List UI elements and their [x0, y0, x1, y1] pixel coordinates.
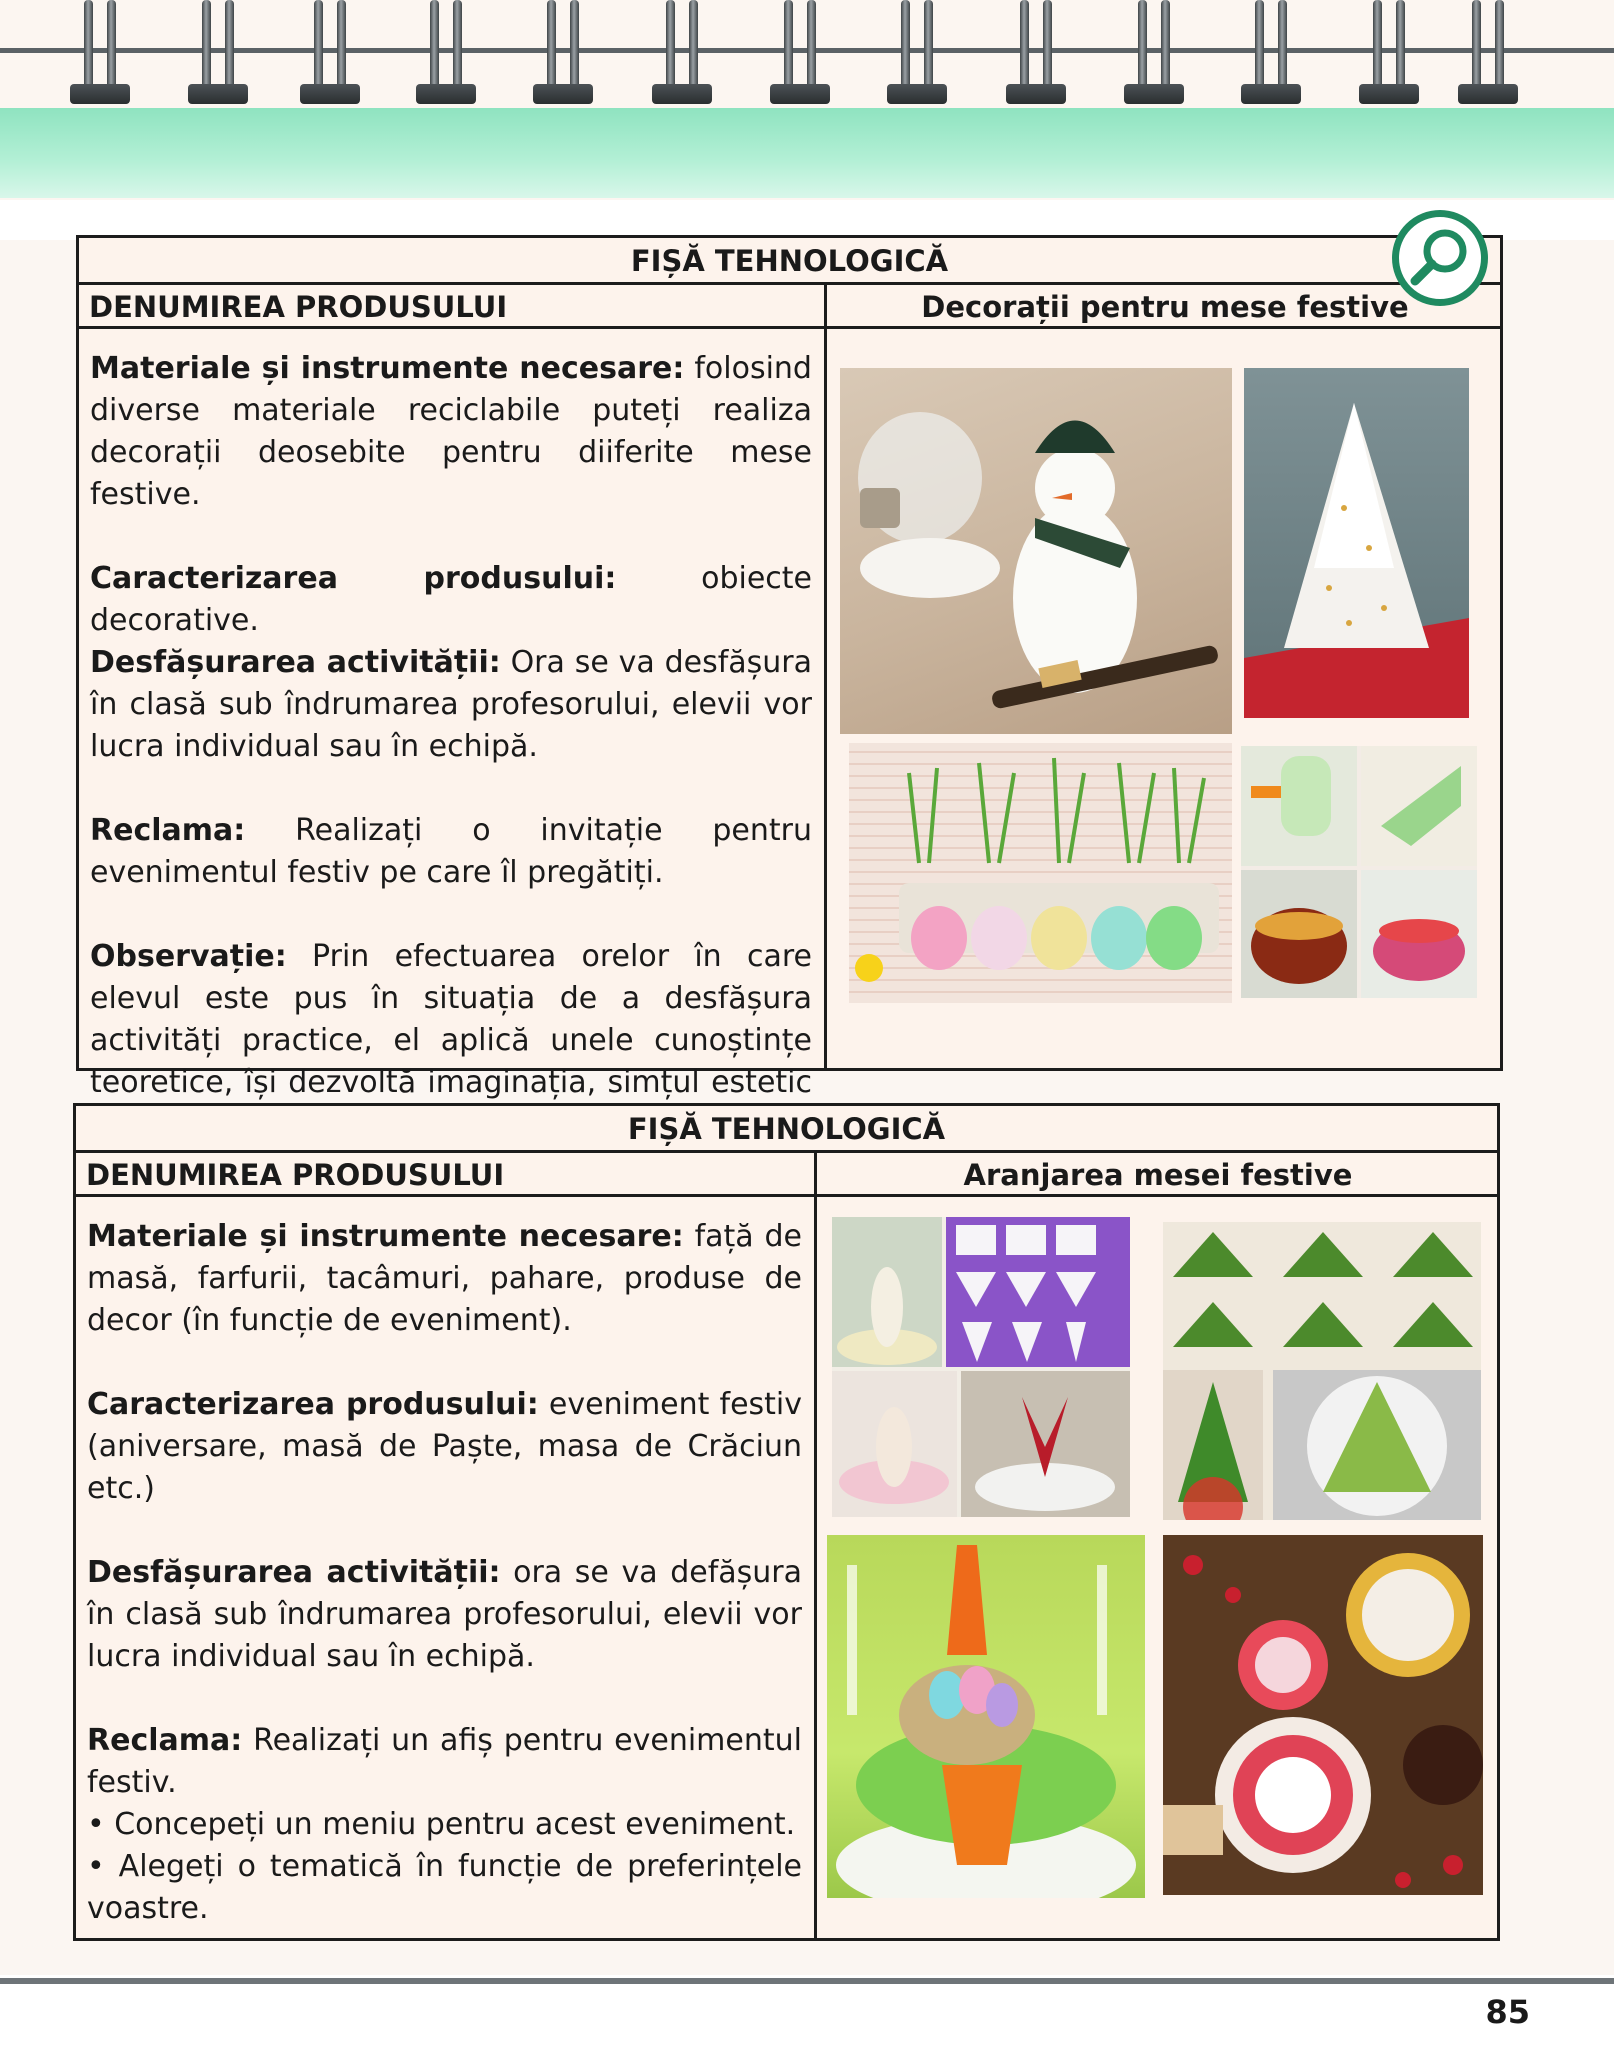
product-name-label: DENUMIREA PRODUSULUI: [89, 290, 508, 324]
materials-label: Materiale și instrumente necesare:: [90, 351, 685, 386]
bullet-item: • Alegeți o tematică în funcție de preferințele voastre.: [87, 1849, 802, 1926]
ad-paragraph: [90, 810, 812, 894]
ad-text: Realizați o invitație pentru evenimentul festiv pe care îl pregătiți.: [90, 813, 812, 890]
note-label: Observație:: [90, 939, 287, 974]
page-number: 85: [1485, 1993, 1530, 2031]
column-divider: [814, 1150, 817, 1938]
photo-bunny-napkin-folding: [832, 1217, 1130, 1517]
materials-paragraph: [90, 348, 812, 516]
product-name-value: Decorații pentru mese festive: [921, 290, 1409, 324]
ad-paragraph: [87, 1720, 802, 1804]
magnifier-icon: [1392, 210, 1488, 306]
sheet-description: [90, 348, 812, 1146]
photo-paper-tree: [1244, 368, 1469, 718]
binder-ring: [887, 0, 947, 104]
characterization-label: Caracterizarea produsului:: [87, 1387, 539, 1422]
binder-ring: [1458, 0, 1518, 104]
binder-ring: [300, 0, 360, 104]
photo-snowman-lightbulb: [840, 368, 1232, 734]
photo-easter-table: [827, 1535, 1145, 1898]
tech-sheet-table-setting: [73, 1103, 1500, 1941]
binder-ring: [1006, 0, 1066, 104]
binder-ring: [1359, 0, 1419, 104]
materials-text: față de masă, farfurii, tacâmuri, pahare, produse de decor (în funcție de eveniment).: [87, 1219, 802, 1338]
sheet-title: FIȘĂ TEHNOLOGICĂ: [79, 238, 1500, 285]
activity-label: Desfășurarea activității:: [90, 645, 501, 680]
characterization-label: Caracterizarea produsului:: [90, 561, 617, 596]
activity-label: Desfășurarea activității:: [87, 1555, 501, 1590]
tech-sheet-decorations: [76, 235, 1503, 1100]
activity-text: ora se va defășura în clasă sub îndrumarea profesorului, elevii vor lucra individual sau în echipă.: [87, 1555, 803, 1674]
note-text: Prin efectuarea orelor în care elevul este pus în situația de a desfășura activități practice, el aplică unele cunoștințe teoretice, își dezvoltă imaginația, simțul estetic: [90, 939, 812, 1100]
characterization-text: eveniment festiv (aniversare, masă de Paște, masa de Crăciun etc.): [87, 1387, 803, 1506]
bullet-item: • Concepeți un meniu pentru acest eveniment.: [87, 1807, 796, 1842]
ad-label: Reclama:: [90, 813, 246, 848]
binder-ring: [416, 0, 476, 104]
binder-ring: [70, 0, 130, 104]
product-name-label: DENUMIREA PRODUSULUI: [86, 1158, 505, 1192]
characterization-paragraph: [87, 1384, 802, 1510]
product-name-value: Aranjarea mesei festive: [963, 1158, 1353, 1192]
materials-label: Materiale și instrumente necesare:: [87, 1219, 684, 1254]
mint-band: [0, 108, 1614, 198]
binder-ring: [188, 0, 248, 104]
characterization-text: obiecte decorative.: [90, 561, 812, 638]
binder-ring: [1124, 0, 1184, 104]
materials-paragraph: [87, 1216, 802, 1342]
photo-easter-eggs-grass: [849, 743, 1232, 1003]
ad-text: Realizați un afiș pentru evenimentul festiv.: [87, 1723, 802, 1800]
footer-rule: [0, 1978, 1614, 1984]
activity-paragraph: [90, 642, 812, 768]
binder-ring: [770, 0, 830, 104]
binder-ring: [652, 0, 712, 104]
activity-text: Ora se va desfășura în clasă sub îndrumarea profesorului, elevii vor lucra individual sau în echipă.: [90, 645, 812, 764]
characterization-paragraph: [90, 558, 812, 642]
sheet-title: FIȘĂ TEHNOLOGICĂ: [76, 1106, 1497, 1153]
photo-napkin-tree-steps: [1163, 1222, 1481, 1520]
ad-label: Reclama:: [87, 1723, 243, 1758]
materials-text: folosind diverse materiale reciclabile puteți realiza decorații deosebite pentru diiferite mese festive.: [90, 351, 812, 512]
activity-paragraph: [87, 1552, 802, 1678]
binder-ring: [1241, 0, 1301, 104]
photo-bottle-bowls-collage: [1241, 746, 1477, 998]
sheet-description: [87, 1216, 802, 1930]
column-divider: [824, 282, 827, 1068]
notebook-header: [0, 0, 1614, 200]
photo-christmas-table: [1163, 1535, 1483, 1895]
binder-ring: [533, 0, 593, 104]
